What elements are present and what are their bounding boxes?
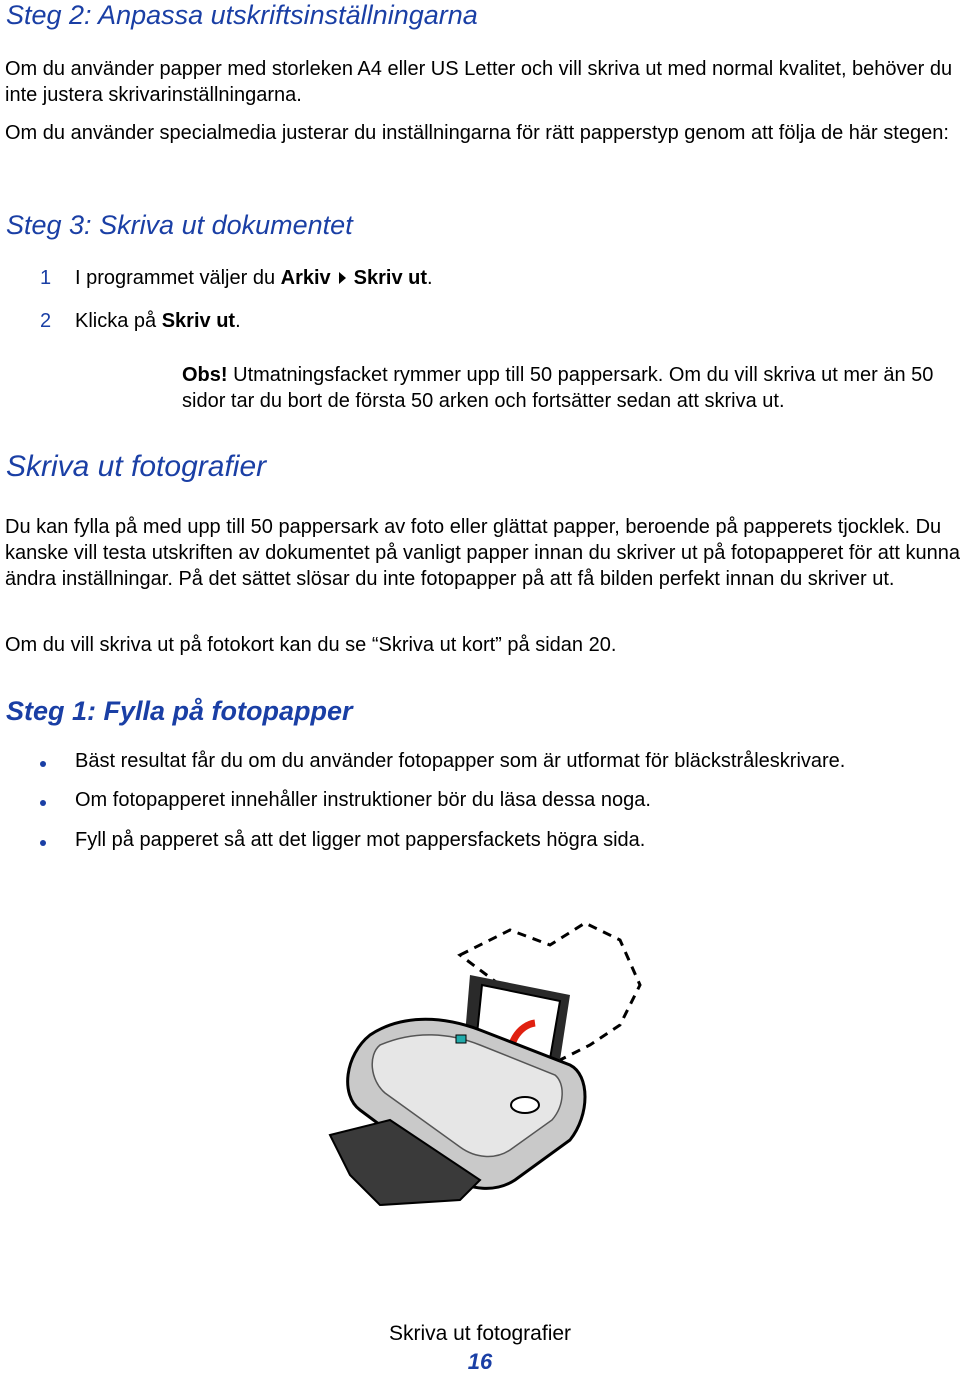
- footer-title: Skriva ut fotografier: [388, 1322, 572, 1345]
- step-1-text: I programmet väljer du Arkiv Skriv ut.: [75, 267, 433, 289]
- bullet-icon: [40, 761, 46, 767]
- menu-skriv-ut: Skriv ut: [353, 267, 428, 289]
- bullet-icon: [40, 840, 46, 846]
- note-block: [182, 362, 960, 414]
- heading-steg1: Steg 1: Fylla på fotopapper: [6, 696, 353, 726]
- triangle-right-icon: [339, 272, 346, 284]
- paragraph-steg2-1: Om du använder papper med storleken A4 eller US Letter och vill skriva ut med normal kvalitet, behöver du inte justera skrivarinställningarna.: [5, 58, 953, 106]
- bullet-icon: [40, 800, 46, 806]
- page-number: 16: [467, 1349, 493, 1374]
- step-2-text: Klicka på Skriv ut.: [75, 310, 241, 332]
- paragraph-foto-1: Du kan fylla på med upp till 50 pappersark av foto eller glättat papper, beroende på papperets tjocklek. Du kanske vill testa utskriften av dokumentet på vanligt papper innan du skriver ut på fotopapperet för att kunna ändra inställningar. På det sättet slösar du inte fotopapper på att få bilden perfekt innan du skriver ut.: [5, 516, 960, 590]
- heading-skriva-ut-fotografier: Skriva ut fotografier: [6, 450, 267, 483]
- step-number-2: 2: [40, 310, 52, 332]
- heading-steg2: Steg 2: Anpassa utskriftsinställningarna: [6, 0, 478, 30]
- paper-guide: [456, 1035, 466, 1043]
- printer-buttons: [511, 1097, 539, 1113]
- note-label: Obs!: [182, 364, 228, 386]
- paragraph-foto-2: Om du vill skriva ut på fotokort kan du se “Skriva ut kort” på sidan 20.: [5, 634, 617, 656]
- heading-steg3: Steg 3: Skriva ut dokumentet: [6, 210, 353, 240]
- paragraph-steg2-2: Om du använder specialmedia justerar du inställningarna för rätt papperstyp genom att följa de här stegen:: [5, 122, 949, 144]
- step-number-1: 1: [40, 267, 52, 289]
- bullet-item-1: Bäst resultat får du om du använder fotopapper som är utformat för bläckstråleskrivare.: [75, 750, 846, 772]
- printer-loading-paper-illustration: [320, 915, 660, 1215]
- menu-arkiv: Arkiv: [280, 267, 331, 289]
- button-skriv-ut: Skriv ut: [161, 310, 236, 332]
- bullet-item-3: Fyll på papperet så att det ligger mot pappersfackets högra sida.: [75, 829, 646, 851]
- note-text: Utmatningsfacket rymmer upp till 50 pappersark. Om du vill skriva ut mer än 50 sidor tar du bort de första 50 arken och fortsätter sedan att skriva ut.: [182, 364, 934, 412]
- bullet-item-2: Om fotopapperet innehåller instruktioner bör du läsa dessa noga.: [75, 789, 651, 811]
